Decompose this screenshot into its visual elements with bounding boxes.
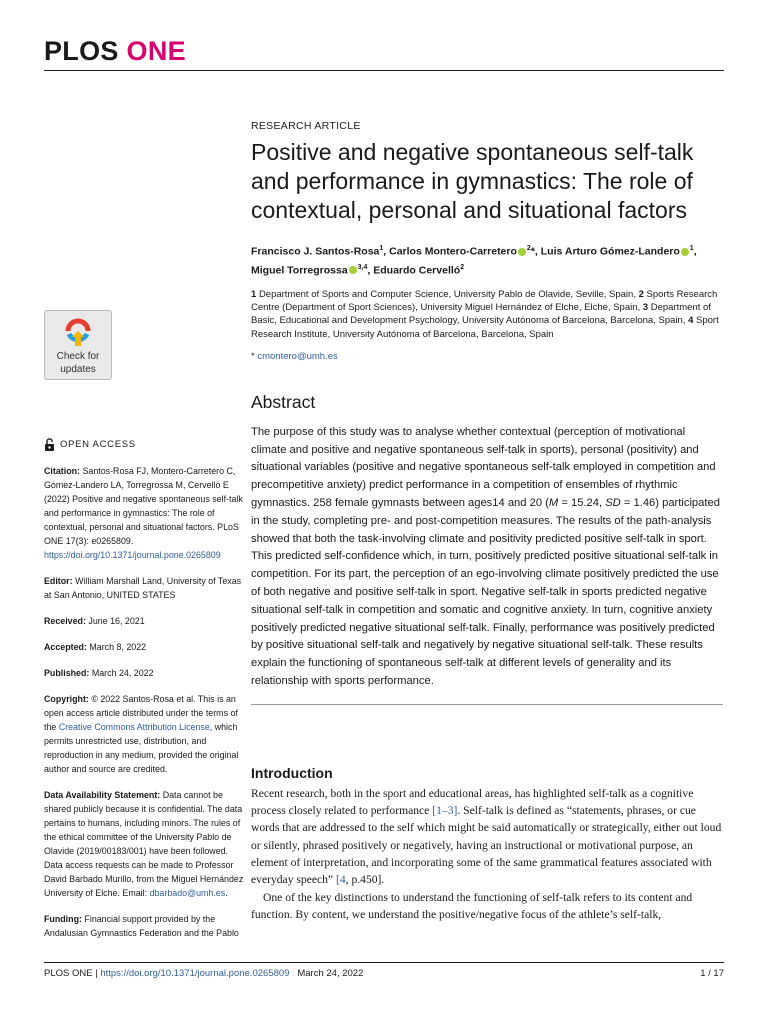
funding-text: Financial support provided by the Andalusian Gymnastics Federation and the Pablo [44,914,239,938]
affil-text: Sports Research Centre (Department of Sport Sciences), University Miguel Hernández of Elche, Elche, Spain, [251,289,718,314]
data-availability-end: . [225,888,228,898]
footer-date: March 24, 2022 [297,968,364,979]
footer-doi-link[interactable]: https://doi.org/10.1371/journal.pone.0265809 [100,968,290,979]
affil-number: 3 [642,302,649,314]
corresp-email-link[interactable]: cmontero@umh.es [257,350,338,362]
accepted-label: Accepted: [44,642,87,652]
published-date: March 24, 2022 [91,668,154,678]
funding-label: Funding: [44,914,82,924]
received-block [44,614,244,628]
data-availability-text: Data cannot be shared publicly because it is confidential. The data pertains to humans, including minors. The rules of the ethical committee of the University Pablo de Olavide (2019/00183/001) have been followed. Data access requests can be made to Professor David Barbado Murillo, from the Miguel Hernández University of Elche. Email: [44,790,244,898]
author-affil-sup: 1 [689,245,694,252]
badge-label-1: Check for [56,351,100,362]
copyright-text-1: © 2022 Santos-Rosa et al. This is an open access article distributed under the terms of the [44,694,238,732]
data-availability-block [44,788,244,900]
corresp-mark: * [251,350,255,362]
footer-separator: | [92,968,101,979]
citation-block [44,464,244,562]
affil-text: Department of Basic, Educational and Development Psychology, University Autónoma of Barcelona, Barcelona, Spain, [251,302,711,327]
abstract-part-2: = 15.24, [558,497,606,509]
received-date: June 16, 2021 [88,616,145,626]
footer-journal: PLOS ONE [44,968,93,979]
intro-text: Recent research, both in the sport and educational areas, has highlighted self-talk as a cognitive process closely related to performance [251,786,694,818]
header-divider [44,70,724,71]
author-list: Francisco J. Santos-Rosa$^1$, Carlos Montero-Carretero $^2$*, Luis Arturo Gómez-Landero $^1$, Miguel Torregrossa $^{3,4}$, Eduardo Cervelló$^2$ [251,245,697,276]
corresponding-mark: * [530,245,535,258]
page-footer [44,968,724,979]
citation-link[interactable]: [4 [335,873,346,887]
corresponding-author [251,351,723,362]
orcid-icon[interactable] [349,266,357,274]
orcid-icon[interactable] [681,248,689,256]
author-affil-sup: 3,4 [357,263,368,271]
author-name[interactable]: Luis Arturo Gómez-Landero [540,245,680,258]
page-number: 1 / 17 [700,968,724,979]
citation-link[interactable]: [1–3] [432,804,458,818]
affil-number: 1 [251,289,257,300]
check-for-updates-badge[interactable] [44,310,112,380]
article-title: Positive and negative spontaneous self-talk and performance in gymnastics: The role of contextual, personal and situational factors [251,139,694,223]
intro-paragraph [251,785,723,889]
published-block [44,666,244,680]
citation-text: Santos-Rosa FJ, Montero-Carretero C, Gómez-Landero LA, Torregrossa M, Cervelló E (2022) Positive and negative spontaneous self-talk and performance in gymnastics: The role of contextual, personal and situational factors. PLoS ONE 17(3): e0265809. [44,466,243,546]
orcid-icon[interactable] [518,248,526,256]
editor-label: Editor: [44,576,73,586]
affil-number: 2 [638,289,644,300]
funding-block [44,912,244,940]
abstract-mean-symbol: M [548,497,559,509]
accepted-date: March 8, 2022 [89,642,147,652]
copyright-block [44,692,244,776]
data-availability-label: Data Availability Statement: [44,790,161,800]
abstract-sd-symbol: SD [605,497,621,509]
author-affil-sup: 2 [460,263,465,271]
journal-logo[interactable] [44,36,186,67]
logo-one: ONE [126,36,186,66]
author-name[interactable]: Miguel Torregrossa [251,264,348,276]
editor-text: William Marshall Land, University of Texas at San Antonio, UNITED STATES [44,576,242,600]
badge-label-2: updates [60,364,96,375]
author-name[interactable]: Eduardo Cervelló [373,264,461,276]
main-column [251,120,723,923]
affiliations [251,288,723,341]
introduction-heading: Introduction [251,764,333,781]
article-type: RESEARCH ARTICLE [251,120,361,132]
open-access-text: OPEN ACCESS [60,439,136,450]
abstract-text [251,424,723,691]
affil-number: 4 [688,315,694,327]
author-affil-sup: 1 [379,245,384,252]
citation-doi-link[interactable]: https://doi.org/10.1371/journal.pone.0265809 [44,550,221,560]
abstract-part-3: = 1.46) participated in the study, completing pre- and post-competition measures. The results of the path-analysis showed that both the task-involving climate and positivity predicted positive self-talk in sport. This predicted self-confidence which, in turn, positively predicted positive situational self-talk in competition. For its part, the perception of an ego-involving climate positively predicted the use of both negative and positive self-talk in sport. Negative self-talk in sports predicted negative situational self-talk in competition and somatic and cognitive anxiety. In turn, cognitive anxiety positively predicted negative situational self-talk. Finally, performance was positively predicted by positive situational self-talk and negatively by negative situational self-talk. These results explain the functioning of spontaneous self-talk at different levels of generality and its relationship with sports performance. [251,497,720,687]
cc-license-link[interactable]: Creative Commons Attribution License [58,722,210,732]
data-email-link[interactable]: dbarbado@umh.es [149,888,226,898]
intro-text: , p.450]. [345,873,385,887]
sidebar [44,310,244,940]
author-name[interactable]: Carlos Montero-Carretero [389,245,517,258]
intro-paragraph: One of the key distinctions to understand the functioning of self-talk refers to its content and function. By content, we understand the positive/negative focus of the athlete’s self-talk, [251,890,693,921]
logo-plos: PLOS [44,36,119,66]
check-updates-icon [65,317,91,349]
open-access-label [44,438,244,452]
copyright-label: Copyright: [44,694,89,704]
footer-divider [44,962,724,963]
abstract-divider [251,704,723,705]
author-affil-sup: 2 [526,245,531,252]
received-label: Received: [44,616,86,626]
author-name[interactable]: Francisco J. Santos-Rosa [251,245,380,258]
copyright-text-2: , which permits unrestricted use, distribution, and reproduction in any medium, provided the original author and source are credited. [44,722,239,774]
affil-text: Sport Research Institute, University Autónoma of Barcelona, Barcelona, Spain [251,315,719,340]
intro-text: . Self-talk is defined as “statements, phrases, or cue words that are addressed to the self which might be said automatically or strategically, either out loud or silently, phrased positively or negatively, having an instructional or motivational purpose, an element of interpretation, and incorporating some of the same grammatical features associated with everyday speech” [251,804,722,887]
citation-label: Citation: [44,466,80,476]
abstract-part-1: The purpose of this study was to analyse whether contextual (perception of motivational climate and positive and negative spontaneous self-talk in sports), personal (positivity) and situational variables (positive and negative spontaneous self-talk employed in competition and precompetitive anxiety) predict performance in a competition of ensembles of rhythmic gymnastics. 258 female gymnasts between ages14 and 20 ( [251,425,716,509]
open-lock-icon [44,438,55,452]
introduction-body [251,785,723,923]
abstract-heading: Abstract [251,391,316,412]
affil-text: Department of Sports and Computer Science, University Pablo de Olavide, Seville, Spain, [258,289,636,300]
accepted-block [44,640,244,654]
published-label: Published: [44,668,90,678]
editor-block [44,574,244,602]
